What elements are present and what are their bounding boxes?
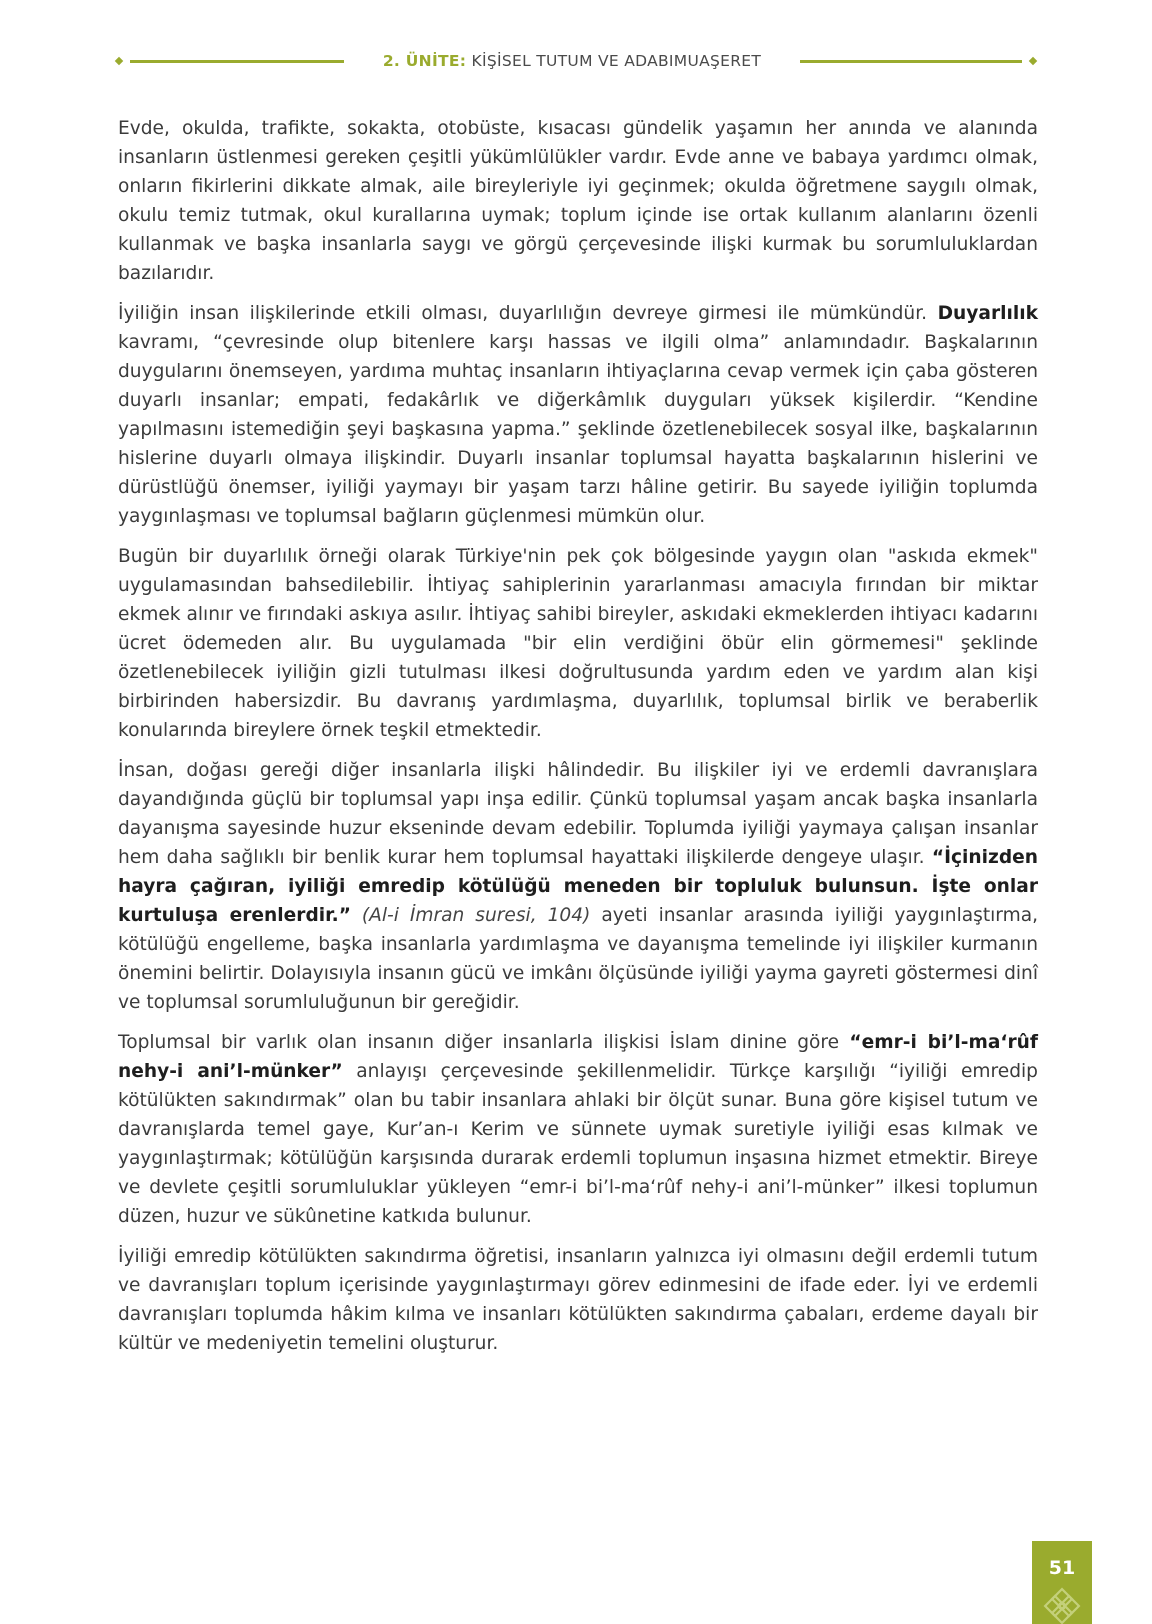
bold-text: “emr-i bi’l-ma‘rûf nehy-i ani’l-münker” [118,1032,1038,1082]
text-run: İyiliği emredip kötülükten sakındırma öğretisi, insanların yalnızca iyi olmasını değil erdemli tutum ve davranışları toplum içerisinde yaygınlaştırmayı görev edinmesini de ifade eder. İyi ve erdemli davranışları toplumda hâkim kılma ve insanları kötülükten sakındırma çabaları, erdeme dayalı bir kültür ve medeniyetin temelini oluşturur. [118,1246,1038,1354]
bold-text: “İçinizden hayra çağıran, iyiliği emredip kötülüğü meneden bir topluluk bulunsun. İşte onlar kurtuluşa erenlerdir.” [118,847,1038,926]
header-rule-right [800,60,1022,63]
text-run: Bugün bir duyarlılık örneği olarak Türkiye'nin pek çok bölgesinde yaygın olan "askıda ekmek" uygulamasından bahsedilebilir. İhtiyaç sahiplerinin yararlanması amacıyla fırından bir miktar ekmek alınır ve fırındaki askıya asılır. İhtiyaç sahibi bireyler, askıdaki ekmeklerden ihtiyacı kadarını ücret ödemeden alır. Bu uygulamada "bir elin verdiğini öbür elin görmemesi" şeklinde özetlenebilecek iyiliğin gizli tutulması ilkesi doğrultusunda yardım eden ve yardım alan kişi birbirinden habersizdir. Bu davranış yardımlaşma, duyarlılık, toplumsal birlik ve beraberlik konularında bireylere örnek teşkil etmektedir. [118,546,1038,741]
text-run: Evde, okulda, trafikte, sokakta, otobüste, kısacası gündelik yaşamın her anında ve alanında insanların üstlenmesi gereken çeşitli yükümlülükler vardır. Evde anne ve babaya yardımcı olmak, onların fikirlerini dikkate almak, aile bireyleriyle iyi geçinmek; okulda öğretmene saygılı olmak, okulu temiz tutmak, okul kurallarına uymak; toplum içinde ise ortak kullanım alanlarını özenli kullanmak ve başka insanlarla saygı ve görgü çerçevesinde ilişki kurmak bu sorumluluklardan bazılarıdır. [118,118,1038,284]
bold-text: Duyarlılık [937,303,1038,324]
paragraph [118,756,1038,1017]
paragraph [118,542,1038,745]
diamond-icon [1029,57,1037,65]
text-run: İyiliğin insan ilişkilerinde etkili olması, duyarlılığın devreye girmesi ile mümkündür. [118,303,938,324]
unit-label: 2. ÜNİTE: [382,52,467,70]
text-run: Toplumsal bir varlık olan insanın diğer insanlarla ilişkisi İslam dinine göre [118,1032,850,1053]
body-text [118,114,1038,1369]
paragraph [118,1028,1038,1231]
text-run: ayeti insanlar arasında iyiliği yaygınlaştırma, kötülüğü engelleme, başka insanlarla yardımlaşma ve dayanışma temelinde iyi ilişkiler kurmanın önemini belirtir. Dolayısıyla insanın gücü ve imkânı ölçüsünde iyiliği yayma gayreti göstermesi dinî ve toplumsal sorumluluğunun bir gereğidir. [118,905,1039,1013]
text-run: anlayışı çerçevesinde şekillenmelidir. Türkçe karşılığı “iyiliği emredip kötülükten sakındırmak” olan bu tabir insanlara ahlaki bir ölçüt sunar. Buna göre kişisel tutum ve davranışlarda temel gaye, Kur’an-ı Kerim ve sünnete uymak suretiyle iyiliği esas kılmak ve yaygınlaştırmak; kötülüğün karşısında durarak erdemli toplumun inşasına hizmet etmektir. Bireye ve devlete çeşitli sorumluluklar yükleyen “emr-i bi’l-ma‘rûf nehy-i ani’l-münker” ilkesi toplumun düzen, huzur ve sükûnetine katkıda bulunur. [118,1061,1038,1227]
paragraph [118,299,1038,531]
text-run: İnsan, doğası gereği diğer insanlarla ilişki hâlindedir. Bu ilişkiler iyi ve erdemli davranışlara dayandığında güçlü bir toplumsal yapı inşa edilir. Çünkü toplumsal yaşam ancak başka insanlarla dayanışma sayesinde huzur ekseninde devam edebilir. Toplumda iyiliği yaymaya çalışan insanlar hem daha sağlıklı bir benlik kurar hem toplumsal hayattaki ilişkilerde dengeye ulaşır. [118,760,1038,868]
unit-title: KİŞİSEL TUTUM VE ADABIMUAŞERET [471,52,762,70]
page-header [116,48,1036,74]
text-run: kavramı, “çevresinde olup bitenlere karşı hassas ve ilgili olma” anlamındadır. Başkalarının duygularını önemseyen, yardıma muhtaç insanların ihtiyaçlarına cevap vermek için çaba gösteren duyarlı insanlar; empati, fedakârlık ve diğerkâmlık duyguları yüksek kişilerdir. “Kendine yapılmasını istemediğin şeyi başkasına yapma.” şeklinde özetlenebilecek sosyal ilke, başkalarının hislerine duyarlı olmaya ilişkindir. Duyarlı insanlar toplumsal hayatta başkalarının hislerini ve dürüstlüğü önemser, iyiliği yaymayı bir yaşam tarzı hâline getirir. Bu sayede iyiliğin toplumda yaygınlaşması ve toplumsal bağların güçlenmesi mümkün olur. [118,332,1038,527]
geometric-knot-ornament-icon [1032,1585,1092,1624]
header-title [344,52,800,70]
italic-citation: (Al-i İmran suresi, 104) [361,905,591,926]
diamond-icon [115,57,123,65]
page-number-tab [1032,1541,1092,1624]
text-run [351,905,362,926]
paragraph [118,114,1038,288]
paragraph [118,1242,1038,1358]
header-rule-left [130,60,344,63]
page-number: 51 [1048,1557,1076,1579]
